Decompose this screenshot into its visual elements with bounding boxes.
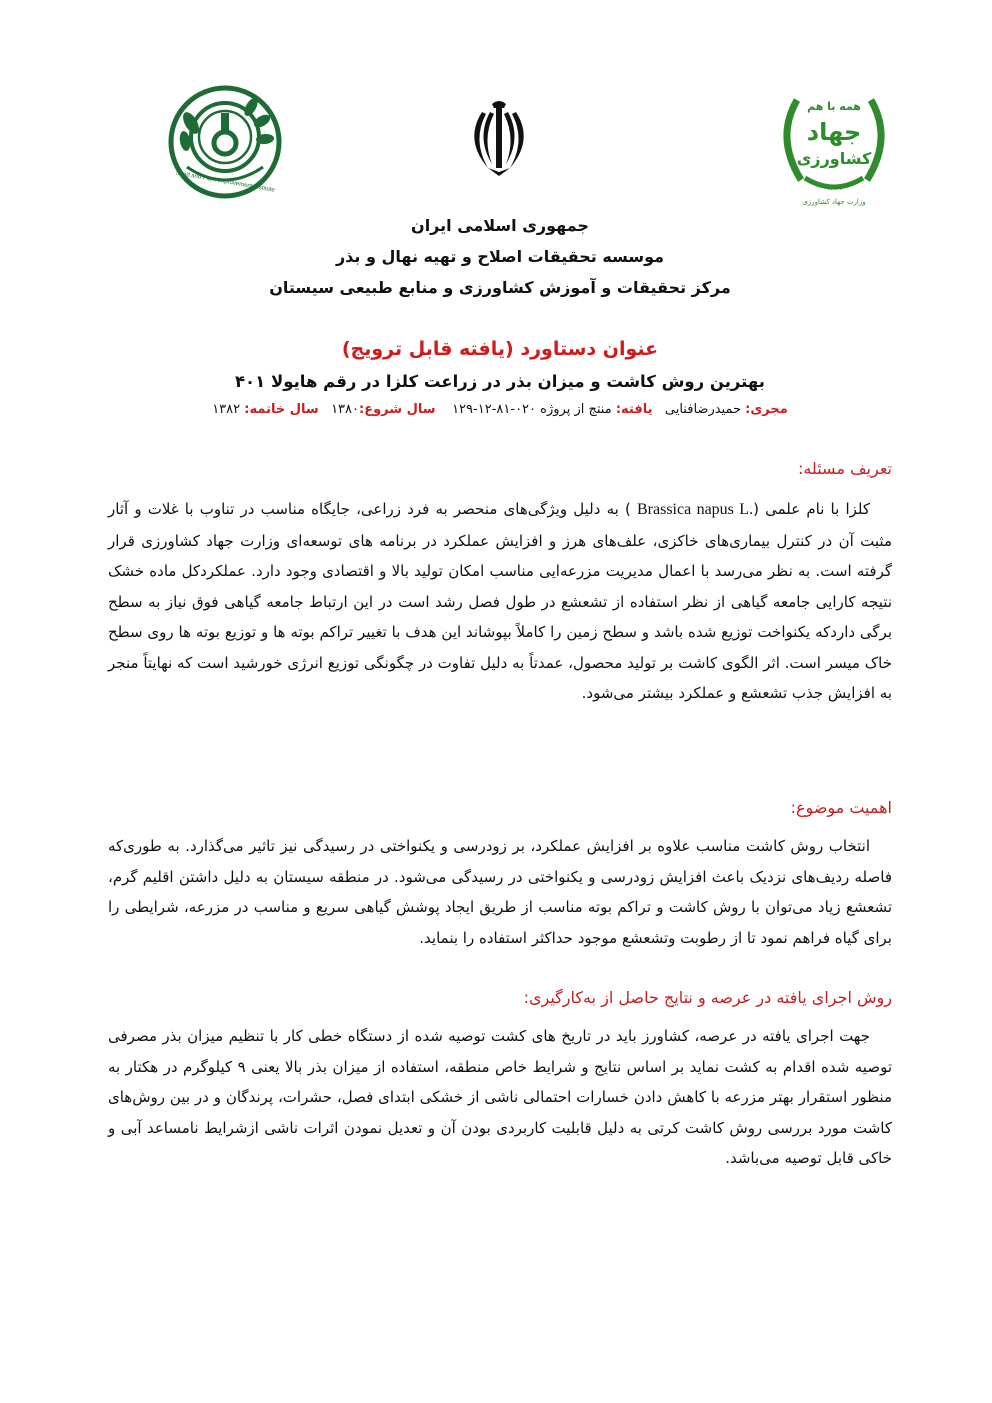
svg-text:جهاد: جهاد	[806, 118, 862, 146]
project-meta	[150, 402, 850, 417]
section-body	[108, 494, 892, 709]
scientific-name: Brassica napus L.	[636, 501, 754, 518]
end-year-value: ۱۳۸۲	[212, 402, 241, 417]
center-name: مرکز تحقیقات و آموزش کشاورزی و منابع طبیعی سیستان	[269, 278, 731, 297]
svg-text:۱۳۷۹: ۱۳۷۹	[826, 184, 842, 192]
start-year-value: ۱۳۸۰	[331, 402, 360, 417]
body-text: ) به دلیل ویژگی‌های منحصر به فرد زراعی، جایگاه مناسب در تناوب با غلات و آثار مثبت آن در کنترل بیماری‌های خاکزی، علف‌های هرز و افزایش عملکرد در برنامه های توسعه‌ای وزارت جهاد کشاورزی قرار گرفته است. به نظر می‌رسد با اعمال مدیریت مزرعه‌ایی مناسب امکان تولید بالا و اقتصادی وجود دارد. عملکردکل ماده خشک نتیجه کارایی جامعه گیاهی از نظر استفاده از تشعشع در طول فصل رشد است در این ارتباط جامعه گیاهی فوق نیاز به سطح برگی داردکه یکنواخت توزیع شده باشد و سطح زمین را کاملاً بپوشاند این هدف با تغییر تراکم بوته ها و توزیع بوته ها روی سطح خاک میسر است. اثر الگوی کاشت بر تولید محصول، عمدتاً به دلیل تفاوت در چگونگی توزیع انرژی خورشید است که نهایتاً منجر به افزایش جذب تشعشع و عملکرد بیشتر می‌شود.	[108, 500, 892, 702]
seed-plant-institute-logo	[165, 85, 285, 200]
section-heading: تعریف مسئله:	[797, 459, 892, 478]
jihad-agriculture-logo	[775, 78, 893, 208]
section-body: جهت اجرای یافته در عرصه، کشاورز باید در تاریخ های کشت توصیه شده از دستگاه خطی کار با تنظیم میزان بذر مصرفی توصیه شده اقدام به کشت نماید بر اساس نتایج و شرایط خاص منطقه، استفاده از میزان بذر بالا یعنی ۹ کیلوگرم در هکتار به منظور استقرار بهتر مزرعه با کاهش دادن خسارات احتمالی ناشی از خشکی ابتدای فصل، حشرات، پرندگان و در بین روش‌های کاشت مورد بررسی روش کاشت کرتی به دلیل قابلیت کاربردی بودن آن و تعدیل نمودن اثرات ناشی ازشرایط نامساعد آبی و خاکی قابل توصیه می‌باشد.	[108, 1027, 892, 1167]
svg-text:وزارت جهاد کشاورزی: وزارت جهاد کشاورزی	[802, 198, 866, 206]
finding-value: منتج از پروژه ۰۲۰-۸۱-۱۲-۱۲۹	[452, 402, 612, 417]
section-importance	[108, 795, 892, 953]
svg-text:کشاورزی: کشاورزی	[796, 149, 872, 168]
jihad-emblem-icon	[775, 78, 893, 208]
svg-text:Seed and Plant Improvement Ins: Seed and Plant Improvement Institute	[175, 170, 276, 194]
section-heading: روش اجرای یافته در عرصه و نتایج حاصل از به‌کارگیری:	[523, 988, 892, 1007]
achievement-title: عنوان دستاورد (یافته قابل ترویج)	[341, 338, 659, 360]
iran-emblem	[468, 98, 530, 180]
section-body: انتخاب روش کاشت مناسب علاوه بر افزایش عملکرد، بر زودرسی و یکنواختی در رسیدگی نیز تاثیر می‌گذارد. به طوری‌که فاصله ردیف‌های نزدیک باعث افزایش زودرسی و یکنواختی در رسیدگی می‌شود. در منطقه سیستان به دلیل داشتن اقلیم گرم، تشعشع زیاد می‌توان با روش کاشت و تراکم بوته مناسب از طریق ایجاد پوشش گیاهی سریع و مناسب در مزرعه، شرایطی را برای گیاه فراهم نمود تا از رطوبت وتشعشع موجود حداکثر استفاده را بنماید.	[108, 837, 892, 947]
achievement-subtitle: بهترین روش کاشت و میزان بذر در زراعت کلزا در رقم هایولا ۴۰۱	[234, 372, 765, 391]
country-name: جمهوری اسلامی ایران	[411, 216, 589, 235]
executor-label: مجری:	[745, 402, 788, 417]
section-implementation	[108, 985, 892, 1174]
end-year-label: سال خاتمه:	[244, 402, 319, 417]
national-emblem-icon	[468, 98, 530, 180]
institute-emblem-icon	[165, 85, 285, 200]
start-year-label: سال شروع:	[359, 402, 436, 417]
section-heading: اهمیت موضوع:	[790, 798, 892, 817]
document-header	[150, 210, 850, 303]
finding-label: یافته:	[615, 402, 653, 417]
section-problem-definition	[108, 456, 892, 709]
institute-name: موسسه تحقیقات اصلاح و تهیه نهال و بذر	[335, 247, 665, 266]
executor-value: حمیدرضافنایی	[664, 402, 742, 417]
body-text: کلزا با نام علمی (	[753, 500, 870, 518]
svg-text:همه با هم: همه با هم	[807, 100, 861, 113]
